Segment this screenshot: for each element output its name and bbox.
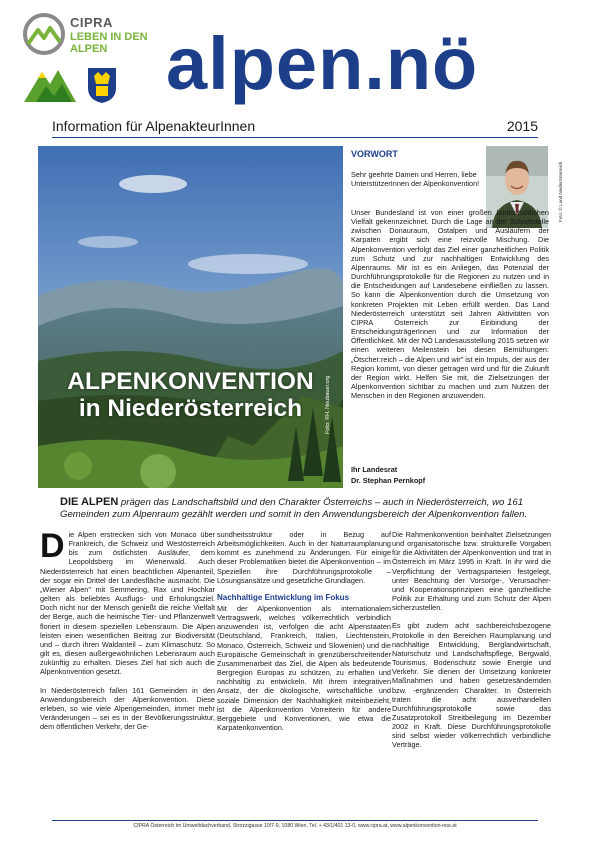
cipra-logo-icon [22, 12, 66, 56]
drop-cap: D [40, 527, 65, 565]
article-column-2 [217, 530, 391, 732]
article-column-3 [392, 530, 551, 750]
masthead-title: alpen.nö [166, 22, 479, 105]
footer-address: CIPRA Österreich im Umweltdachverband, Strozzigasse 10/7-9, 1080 Wien, Tel. + 43/1/401 13-0, www.cipra.at, www.alpenkonvention-noe.at [133, 823, 457, 829]
foreword-heading: VORWORT [351, 149, 398, 159]
intro-body: prägen das Landschaftsbild und den Charakter Österreichs – auch in Niederösterreich, wo 161 Gemeinden zum Alpenraum gezählt werden und somit in den Anwendungsbereich der Alpenkonvention fallen. [60, 497, 528, 520]
article-paragraph: ie Alpen erstrecken sich von Monaco über Frankreich, die Schweiz und Westösterreich bis zum östlichsten Ausläufer, dem Leopoldsberg im Wienerwald. Auch Niederösterreich hat einen beachtlichen Alpenanteil, der sogar ein Drittel der Landesfläche ausmacht. Die „Wiener Alpen" mit Semmering, Rax und Hochkar gelten als beliebtes Ausflugs- und Erholungsziel. Doch nicht nur der Mensch genießt die reiche Vielfalt der Berge, auch die heimische Tier- und Pflanzenwelt floriert in diesem speziellen Lebensraum. Die Alpen leisten einen wesentlichen Beitrag zur Biodiversität und – durch ihren Waldanteil – zum Klimaschutz. So gilt es, diesen außergewöhnlichen Lebensraum auch zukünftig zu erhalten. Dieses Ziel hat sich auch die Alpenkonvention gesetzt. [40, 530, 215, 677]
article-paragraph: Es gibt zudem acht sachbereichsbezogene Protokolle in den Bereichen Raumplanung und nachhaltige Entwicklung, Berglandwirtschaft, Naturschutz und Landschaftspflege, Bergwald, Tourismus, Bodenschutz sowie Energie und Verkehr. Sie dienen der Umsetzung konkreter Maßnahmen und haben gesetzesändernden bzw. -ergänzenden Charakter. In Österreich traten die acht ausverhandelten Durchführungsprotokolle sowie das Zusatzprotokoll Streitbeilegung im Dezember 2002 in Kraft. Diese Durchführungsprotokolle sind selbst wieder völkerrechtlich verbindliche Verträge. [392, 621, 551, 750]
section-subheading: Nachhaltige Entwicklung im Fokus [217, 592, 350, 602]
subheader [52, 118, 538, 138]
cipra-name: CIPRA [70, 15, 113, 30]
article-column-1 [40, 527, 215, 732]
cipra-logo [22, 12, 152, 64]
mountain-logo-icon [24, 64, 76, 104]
issue-year: 2015 [506, 118, 538, 134]
cipra-subtitle: LEBEN IN DEN ALPEN [70, 31, 148, 55]
foreword-greeting: Sehr geehrte Damen und Herren, liebe UnterstützerInnen der Alpenkonvention! [351, 170, 480, 188]
intro-text [60, 496, 538, 521]
article-paragraph: sundheitsstruktur oder in Bezug auf Arbeitsmöglichkeiten. Auch in der Naturraumplanung kommt es zunehmend zu Änderungen. Für einige dieser Problematiken bietet die Alpenkonvention – im Speziellen ihre Durchführungsprotokolle – Lösungsansätze und gesetzliche Grundlagen. [217, 530, 391, 585]
signature-role: Ihr Landesrat [351, 465, 398, 474]
article-paragraph: In Niederösterreich fallen 161 Gemeinden in den Anwendungsbereich der Alpenkonvention. Diese erleben, so wie viele Alpengemeinden, immer mehr Veränderungen – sei es in der Bevölkerungsstruktur, dem öffentlichen Verkehr, der Ge- [40, 685, 215, 732]
foreword-body [351, 208, 549, 400]
partner-logos [24, 64, 144, 106]
article-paragraph: Die Rahmenkonvention beinhaltet Zielsetzungen und organisatorische bzw. strukturelle Vorgaben für die Aktivitäten der Alpenkonvention und trat in Österreich im März 1995 in Kraft. In ihr wird die Verpflichtung der Vertragsparteien festgelegt, unter Beachtung der Vorsorge-, Verursacher- und Kooperationsprinzipien eine ganzheitliche Politik zur Erhaltung und zum Schutz der Alpen sicherzustellen. [392, 530, 551, 613]
photo-title-line2: in Niederösterreich [78, 395, 303, 422]
subheader-text: Information für AlpenakteurInnen [52, 118, 256, 134]
signature-name: Dr. Stephan Pernkopf [351, 476, 426, 485]
portrait-credit: Foto: © Land Niederösterreich [558, 161, 563, 222]
landscape-photo [38, 146, 343, 488]
foreword-paragraph: Unser Bundesland ist von einer großen landschaftlichen Vielfalt gekennzeichnet. Durch die Lage an der Schnittstelle zwischen Donauraum, Ostalpen und Ausläufern der Karpaten ergibt sich eine reizvolle Mischung. Die Alpenkonvention verfolgt das Ziel einer ganzheitlichen Politik zum Schutz und zur nachhaltigen Entwicklung des Alpenraums. Mir ist es ein Anliegen, das Potenzial der Durchführungsprotokolle für die Regionen zu nutzen und in die Entscheidungen auf Landesebene einfließen zu lassen. So kann die Alpenkonvention durch die Umsetzung von konkreten Projekten mit Leben erfüllt werden. Das Land Niederösterreich unterstützt seit Jahren Aktivitäten von CIPRA Österreich zur Einbindung der EntscheidungsträgerInnen und zur Information der Öffentlichkeit. Mit der NÖ Landesausstellung 2015 setzen wir einen weiteren Meilenstein bei diesen Bemühungen: „Ötscher:reich – die Alpen und wir" ist ein Impuls, der aus der Region kommt, von dieser getragen wird und für die Zukunft der Region wirkt. Helfen Sie mit, die Zielsetzungen der Alpenkonvention sichtbar zu machen und zum Nutzen der Menschen in den Regionen anzuwenden. [351, 208, 549, 401]
intro-lead: DIE ALPEN [60, 496, 119, 508]
article-paragraph: Mit der Alpenkonvention als internationalem Vertragswerk, welches völkerrechtlich verbindlich anzuwenden ist, verfolgen die acht Alpenstaaten (Deutschland, Frankreich, Italien, Liechtenstein, Monaco, Österreich, Schweiz und Slowenien) und die Europäische Gemeinschaft in grenzüberschreitender Zusammenarbeit das Ziel, die Alpen als bedeutende Bergregion Europas zu schützen, zu erhalten und nachhaltig zu entwickeln. Mit ihrem integrativen Ansatz, der die ökologische, wirtschaftliche und soziale Dimension der Nachhaltigkeit miteinbezieht, ist die Alpenkonvention Vorreiterin für andere Berggebiete und Konventionen, wie etwa die Karpatenkonvention. [217, 603, 391, 732]
photo-title-line1: ALPENKONVENTION [67, 368, 314, 395]
footer-divider [52, 820, 538, 821]
photo-credit: Foto: ©H. Neubauer.org [325, 375, 331, 434]
photo-title [38, 368, 343, 422]
noe-crest-icon [86, 66, 118, 104]
